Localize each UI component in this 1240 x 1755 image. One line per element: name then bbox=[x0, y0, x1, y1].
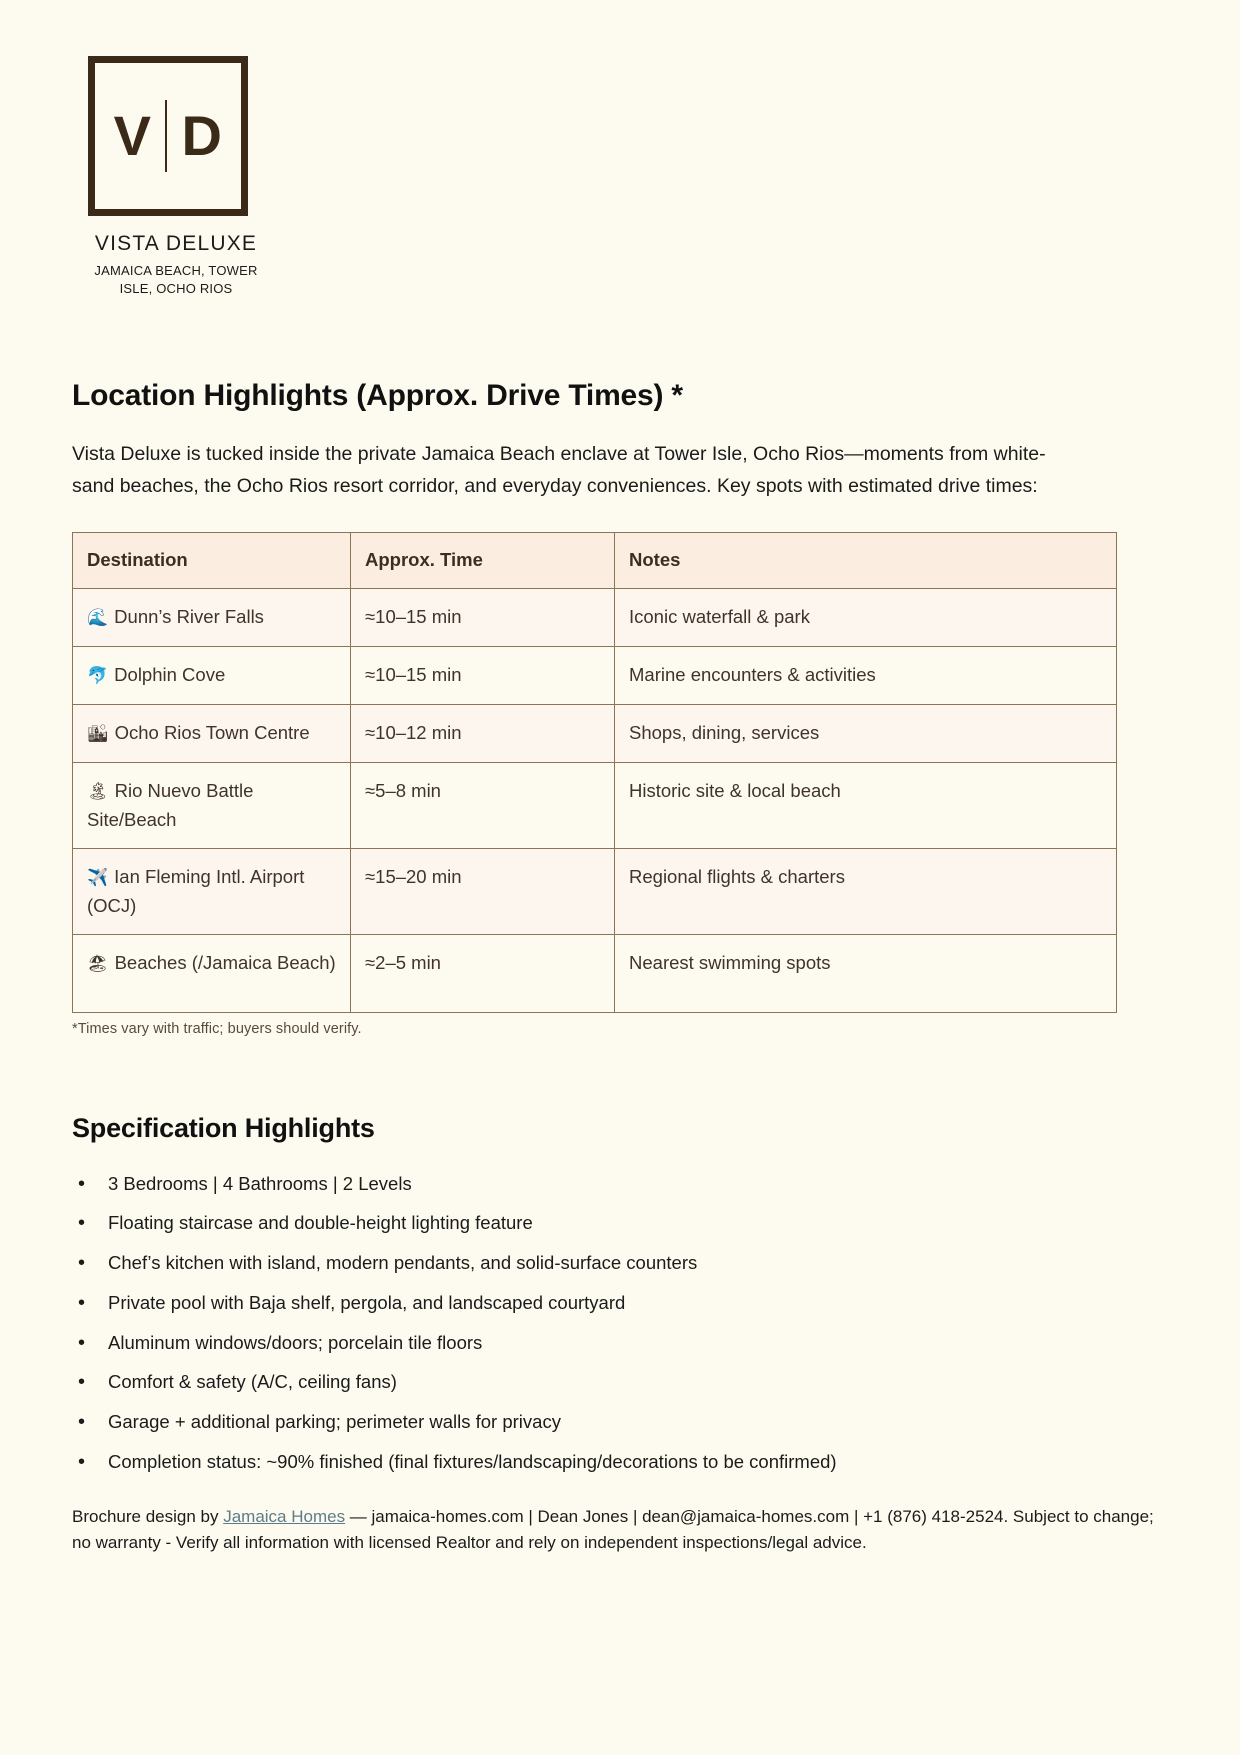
table-header-notes: Notes bbox=[615, 533, 1117, 589]
cell-notes: Historic site & local beach bbox=[615, 762, 1117, 848]
location-intro-paragraph: Vista Deluxe is tucked inside the private Jamaica Beach enclave at Tower Isle, Ocho Rios—moments from white-sand beaches, the Ocho Rios resort corridor, and everyday conveniences. Key spots with estimated drive times: bbox=[72, 443, 1046, 497]
cell-notes: Nearest swimming spots bbox=[615, 934, 1117, 1012]
footer-suffix: — jamaica-homes.com | Dean Jones | dean@jamaica-homes.com | +1 (876) 418-2524. Subject to change; no warranty - Verify all information with licensed Realtor and rely on independent inspections/legal advice. bbox=[72, 1507, 1154, 1552]
list-item: • 3 Bedrooms | 4 Bathrooms | 2 Levels bbox=[72, 1170, 1168, 1198]
cell-time: ≈10–15 min bbox=[351, 647, 615, 705]
destination-label: Beaches (/Jamaica Beach) bbox=[114, 951, 336, 973]
table-row bbox=[73, 705, 1117, 763]
table-row bbox=[73, 647, 1117, 705]
jamaica-homes-link[interactable]: Jamaica Homes bbox=[223, 1507, 346, 1526]
brand-name: VISTA DELUXE bbox=[94, 232, 258, 255]
logo-letter-v: V bbox=[113, 104, 152, 167]
wave-icon: 🌊 bbox=[87, 608, 109, 629]
list-item: • Chef’s kitchen with island, modern pendants, and solid-surface counters bbox=[72, 1249, 1168, 1277]
cell-destination bbox=[73, 848, 351, 934]
table-header-approx-time: Approx. Time bbox=[351, 533, 615, 589]
airplane-icon: ✈️ bbox=[87, 867, 109, 888]
logo-monogram bbox=[100, 100, 237, 172]
destination-label: Ian Fleming Intl. Airport (OCJ) bbox=[87, 865, 305, 916]
cell-time: ≈10–12 min bbox=[351, 705, 615, 763]
logo-letter-d: D bbox=[181, 104, 223, 167]
table-row bbox=[73, 848, 1117, 934]
list-item: • Comfort & safety (A/C, ceiling fans) bbox=[72, 1368, 1168, 1396]
cell-destination bbox=[73, 705, 351, 763]
spec-list bbox=[72, 1170, 1168, 1476]
cell-time: ≈10–15 min bbox=[351, 589, 615, 647]
cell-time: ≈2–5 min bbox=[351, 934, 615, 1012]
cell-destination bbox=[73, 934, 351, 1012]
table-row bbox=[73, 762, 1117, 848]
table-footnote: *Times vary with traffic; buyers should verify. bbox=[72, 1020, 362, 1037]
cell-notes: Iconic waterfall & park bbox=[615, 589, 1117, 647]
list-item: • Private pool with Baja shelf, pergola, and landscaped courtyard bbox=[72, 1289, 1168, 1317]
cell-notes: Shops, dining, services bbox=[615, 705, 1117, 763]
destination-label: Dolphin Cove bbox=[114, 664, 226, 686]
cell-destination bbox=[73, 647, 351, 705]
destination-label: Ocho Rios Town Centre bbox=[114, 722, 310, 744]
location-section-title: Location Highlights (Approx. Drive Times) * bbox=[72, 379, 683, 413]
list-item: • Completion status: ~90% finished (final fixtures/landscaping/decorations to be confirmed) bbox=[72, 1448, 1168, 1476]
cell-time: ≈5–8 min bbox=[351, 762, 615, 848]
cell-notes: Marine encounters & activities bbox=[615, 647, 1117, 705]
logo-mark bbox=[88, 56, 248, 216]
destination-label: Rio Nuevo Battle Site/Beach bbox=[87, 779, 254, 830]
cell-destination bbox=[73, 762, 351, 848]
footer-prefix: Brochure design by bbox=[72, 1507, 224, 1526]
cell-destination bbox=[73, 589, 351, 647]
list-item: • Aluminum windows/doors; porcelain tile floors bbox=[72, 1329, 1168, 1357]
beach-umbrella-icon: 🏖 bbox=[87, 953, 109, 974]
location-table-body bbox=[73, 589, 1117, 1012]
list-item: • Floating staircase and double-height lighting feature bbox=[72, 1209, 1168, 1237]
location-table bbox=[72, 532, 1117, 1012]
table-row bbox=[73, 934, 1117, 1012]
dolphin-icon: 🐬 bbox=[87, 666, 109, 687]
cityscape-icon: 🏙 bbox=[87, 724, 109, 745]
table-header-row bbox=[73, 533, 1117, 589]
page-footer bbox=[72, 1504, 1168, 1555]
island-icon: 🏝 bbox=[87, 781, 109, 802]
brand-subtitle-line2: ISLE, OCHO RIOS bbox=[119, 280, 233, 296]
table-row bbox=[73, 589, 1117, 647]
list-item: • Garage + additional parking; perimeter walls for privacy bbox=[72, 1408, 1168, 1436]
brand-logo-block bbox=[80, 0, 372, 297]
destination-label: Dunn’s River Falls bbox=[114, 606, 264, 628]
cell-time: ≈15–20 min bbox=[351, 848, 615, 934]
brand-subtitle bbox=[88, 262, 264, 297]
brand-subtitle-line1: JAMAICA BEACH, TOWER bbox=[94, 263, 258, 278]
cell-notes: Regional flights & charters bbox=[615, 848, 1117, 934]
spec-section-title: Specification Highlights bbox=[72, 1112, 375, 1143]
table-header-destination: Destination bbox=[73, 533, 351, 589]
